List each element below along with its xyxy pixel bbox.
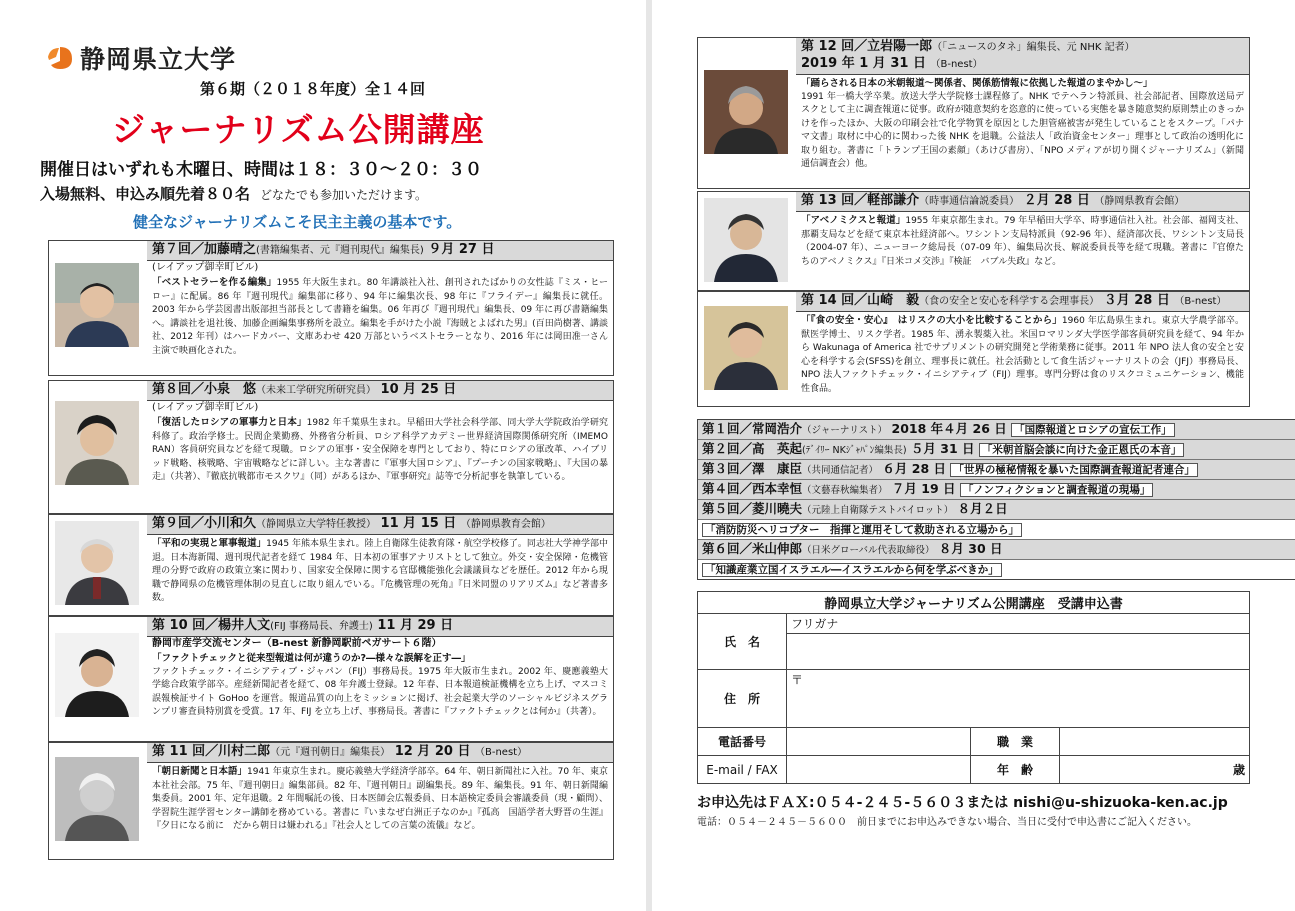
lecture-header xyxy=(147,743,613,763)
lecturer-photo xyxy=(702,72,790,152)
lecture-header xyxy=(147,617,613,637)
past-lecture-head: 第１回／常岡浩介 xyxy=(702,421,803,436)
lecture-info xyxy=(796,292,1249,396)
past-lecture-org: （日米グローバル代表取締役） xyxy=(802,545,935,556)
past-lecture-topic-row xyxy=(698,560,1295,579)
lecture-date: 10 月 25 日 xyxy=(380,382,457,397)
past-lecture-topic-row xyxy=(698,520,1295,540)
past-lecture-date: ６月 28 日 xyxy=(882,461,946,476)
lecturer-org: （元『週刊朝日』編集長） xyxy=(270,747,391,758)
lecturer-photo xyxy=(53,523,141,603)
address-label: 住 所 xyxy=(698,670,787,728)
phone-field[interactable] xyxy=(787,728,971,756)
lecturer-photo xyxy=(53,635,141,715)
lecture-card xyxy=(48,380,614,514)
past-lecture-org: (ﾃﾞｲﾘｰ NKｼﾞｬﾊﾟﾝ編集長) xyxy=(802,445,907,456)
lecture-info xyxy=(147,743,613,834)
lecturer-org: （食の安全と安心を科学する会理事長） xyxy=(919,296,1100,307)
past-lecture-row xyxy=(698,480,1295,500)
lecture-theme: 「ファクトチェックと従来型報道は何が違うのか?―様々な誤解を正す―」 xyxy=(152,653,471,664)
name-field[interactable] xyxy=(787,634,1250,670)
past-lecture-row xyxy=(698,440,1295,460)
past-lecture-org: （ジャーナリスト） xyxy=(802,425,888,436)
lecturer-org: （静岡県立大学特任教授） xyxy=(256,519,377,530)
logo-mark-icon xyxy=(46,45,74,71)
past-lecture-date: ５月 31 日 xyxy=(910,441,975,456)
lecture-date: 2019 年 1 月 31 日 xyxy=(801,56,926,71)
lecture-venue: （静岡県教育会館） xyxy=(460,519,551,530)
lecture-header xyxy=(796,192,1249,212)
past-lecture-org: （共同通信記者） xyxy=(802,465,879,476)
lecture-card xyxy=(697,37,1250,189)
past-lecture-topic: 「米朝首脳会談に向けた金正恩氏の本音」 xyxy=(979,443,1185,457)
past-lecture-topic: 「消防防災ヘリコプター 指揮と運用そして救助される立場から」 xyxy=(702,523,1022,537)
lecture-number: 第９回／小川和久 xyxy=(152,516,257,531)
phone-note: 電話：０５４－２４５－５６００ 前日までにお申込みできない場合、当日に受付で申込書にご記入ください。 xyxy=(697,817,1197,828)
lecture-info xyxy=(147,241,613,358)
past-lecture-row xyxy=(698,500,1295,520)
lecture-date: 11 月 15 日 xyxy=(380,516,457,531)
right-page xyxy=(652,0,1295,911)
lecture-number: 第 12 回／立岩陽一郎 xyxy=(801,39,933,54)
past-lecture-head: 第４回／西本幸恒 xyxy=(702,481,803,496)
past-lecture-org: （元陸上自衛隊テストパイロット） xyxy=(802,505,954,516)
lecturer-bio-text: ファクトチェック・イニシアティブ・ジャパン（FIJ）事務局長。1975 年大阪市生まれ。2002 年、慶應義塾大学総合政策学部卒。産経新聞記者を経て、08 年弁護士登録。12 年春、日本報道検証機構を立ち上げ、マスコミ誤報検証サイト GoHoo を運営。報道品質の向上をミッションに掲げ、社会起業大学のソーシャルビジネスグランプリ審査員特別賞を受賞。17 年、FIJ を立ち上げ、事務局長。著書に『ファクトチェックとは何か』（共著）。 xyxy=(152,666,608,717)
lecture-header xyxy=(796,292,1249,312)
lecturer-bio-text: 1941 年東京生まれ。慶応義塾大学経済学部卒。64 年、朝日新聞社に入社。70 年、東京本社社会部。75 年、『週刊朝日』編集部員。82 年、『週刊朝日』副編集長。89 年、編集長。91 年、朝日新聞編集委員。2001 年、定年退職。2 年間嘱託の後、日本医師会広報委員、日本語検定委員会審議委員（現・顧問）、学習院生涯学習センター講師を務めている。著書に『いまなぜ白洲正子なのか』『孤高 国語学者大野晋の生涯』『夕日になる前に だから朝日は嫌われる』『社会人としての言葉の流儀』など。 xyxy=(152,767,608,831)
lecture-header xyxy=(147,381,613,401)
lecture-venue: （B-nest） xyxy=(930,59,983,70)
lecture-card xyxy=(48,240,614,376)
past-lecture-date: 2018 年４月 26 日 xyxy=(891,421,1007,436)
contact-line: お申込先はＦＡＸ:０５４-２４５-５６０３または nishi@u-shizuoka-ken.ac.jp xyxy=(697,795,1228,811)
lecturer-bio-text: 1955 年大阪生まれ。80 年講談社入社、創刊されたばかりの女性誌『ミス・ヒーロー』に配属。86 年『週刊現代』編集部に移り、94 年に編集次長、98 年に『フライデー』編集長に就任。2003 年から学芸図書出版部担当部長として書籍を編集。06 年再び『週刊現代』編集長、09 年に再び書籍編集へ。講談社を退社後、加藤企画編集事務所を設立。編集を手がけた小説『海賊とよばれた男』(百田尚樹著、講談社、2012 年刊）はハードカバー、文庫あわせ 420 万部というベストセラーとなり、2016 年には岡田准一さん主演で映画化された。 xyxy=(152,278,608,356)
lecturer-photo xyxy=(53,403,141,483)
lecture-card xyxy=(48,616,614,742)
past-lecture-date: ８月 30 日 xyxy=(938,541,1003,556)
lecture-bio xyxy=(147,650,613,720)
lecture-date: ２月 28 日 xyxy=(1023,193,1090,208)
lecture-header xyxy=(147,515,613,535)
past-lecture-row xyxy=(698,420,1295,440)
lecturer-bio-text: 1982 年千葉県生まれ。早稲田大学社会科学部、同大学大学院政治学研究科修了。政治学修士。民間企業勤務、外務省分析員、ロシア科学アカデミー世界経済国際関係研究所（IMEMO RAN）客員研究員などを経て現職。ロシアの軍事・安全保障を専門としており、特にロシアの軍改革、ハイブリッド戦略、核戦略、宇宙戦略などに詳しい。主な著書に『軍事大国ロシア』、『プーチンの国家戦略』、『大国の暴走』（共著）、『徹底抗戦都市モスクワ』（同）があるほか、『軍事研究』誌等で分析記事を執筆している。 xyxy=(152,418,608,482)
lecturer-org: （時事通信論説委員） xyxy=(919,196,1020,207)
lecture-date: ３月 28 日 xyxy=(1103,293,1170,308)
past-lecture-date: ７月 19 日 xyxy=(891,481,956,496)
lecture-info xyxy=(147,515,613,606)
lecture-bio xyxy=(147,274,613,358)
lecture-bio xyxy=(147,535,613,606)
schedule-text: 開催日はいずれも木曜日、時間は１８：３０～２０：３０ xyxy=(40,160,482,180)
form-title: 静岡県立大学ジャーナリズム公開講座 受講申込書 xyxy=(698,592,1250,614)
lecture-bio xyxy=(796,312,1249,396)
past-lecture-topic: 「知識産業立国イスラエル―イスラエルから何を学ぶべきか」 xyxy=(702,563,1002,577)
lecturer-org: (FIJ 事務局長、弁護士) xyxy=(270,621,373,632)
lecture-theme: 「復活したロシアの軍事力と日本」 xyxy=(152,417,307,428)
past-lecture-date: ８月２日 xyxy=(957,501,1008,516)
past-lecture-org: （文藝春秋編集者） xyxy=(802,485,888,496)
motto-text: 健全なジャーナリズムこそ民主主義の基本です。 xyxy=(133,213,462,231)
lecture-bio xyxy=(147,414,613,485)
past-lecture-head: 第６回／米山伸郎 xyxy=(702,541,803,556)
age-label: 年 齢 xyxy=(971,756,1060,784)
lecturer-org: (書籍編集者、元『週刊現代』編集長) xyxy=(256,245,424,256)
lecture-date: 11 月 29 日 xyxy=(377,618,454,633)
lecture-card xyxy=(48,514,614,616)
past-lecture-head: 第２回／高 英起 xyxy=(702,441,803,456)
age-unit: 歳 xyxy=(1232,763,1245,777)
lecturer-bio-text: 1945 年熊本県生まれ。陸上自衛隊生徒教育隊・航空学校修了。同志社大学神学部中退。日本海新聞、週刊現代記者を経て 1984 年、日本初の軍事アナリストとして独立。外交・安全保障・危機管理の分野で政府の政策立案に関わり、国家安全保障に関する官邸機能強化会議議員などを歴任。2012 年から現職で静岡県の危機管理体制の見直しに取り組んでいる。『危機管理の死角』『日米同盟のリアリズム』など著書多数。 xyxy=(152,539,608,603)
lecturer-photo xyxy=(53,759,141,839)
lecture-info xyxy=(147,381,613,485)
lecture-venue: (レイアップ御幸町ビル) xyxy=(152,402,259,413)
lecture-bio xyxy=(796,212,1249,269)
lecture-card xyxy=(48,742,614,860)
past-lecture-row xyxy=(698,460,1295,480)
lecture-number: 第８回／小泉 悠 xyxy=(152,382,257,397)
lecture-number: 第 14 回／山崎 毅 xyxy=(801,293,920,308)
lecture-header xyxy=(147,241,613,261)
past-lecture-topic: 「ノンフィクションと調査報道の現場」 xyxy=(960,483,1154,497)
past-lecture-topic: 「国際報道とロシアの宣伝工作」 xyxy=(1011,423,1175,437)
furigana-field[interactable] xyxy=(787,614,1250,634)
job-field[interactable] xyxy=(1060,728,1250,756)
past-lecture-row xyxy=(698,540,1295,560)
admission-main: 入場無料、申込み順先着８０名 xyxy=(40,185,251,203)
page-title: ジャーナリズム公開講座 xyxy=(112,110,485,149)
past-lecture-head: 第５回／菱川曉夫 xyxy=(702,501,803,516)
lecture-theme: 「朝日新聞と日本語」 xyxy=(152,766,248,777)
phone-label: 電話番号 xyxy=(698,728,787,756)
lecture-theme: 「ベストセラーを作る編集」 xyxy=(152,277,277,288)
lecture-card xyxy=(697,191,1250,291)
lecture-venue: (レイアップ御幸町ビル) xyxy=(152,262,259,273)
email-label: E-mail / FAX xyxy=(698,756,787,784)
lecture-info xyxy=(796,38,1249,172)
university-name: 静岡県立大学 xyxy=(80,45,237,74)
lecture-bio xyxy=(796,75,1249,172)
lecturer-org: （「ニュースのタネ」編集長、元 NHK 記者） xyxy=(932,42,1135,53)
lecture-theme: 「平和の実現と軍事報道」 xyxy=(152,538,267,549)
lecture-venue: （静岡県教育会館） xyxy=(1094,196,1185,207)
lecture-venue: （B-nest） xyxy=(474,747,528,758)
age-field[interactable] xyxy=(1060,756,1250,784)
address-field[interactable] xyxy=(787,670,1250,728)
lecturer-photo xyxy=(702,200,790,280)
lecture-theme: 「『食の安全・安心』 はリスクの大小を比較することから」 xyxy=(801,315,1062,326)
postal-mark: 〒 xyxy=(791,673,804,687)
lecture-bio xyxy=(147,763,613,834)
lecture-venue: （B-nest） xyxy=(1174,296,1227,307)
lecture-date: ９月 27 日 xyxy=(428,242,495,257)
lecturer-bio-text: 1960 年広島県生まれ。東京大学農学部卒。獣医学博士、リスク学者。1985 年、湧永製薬入社。米国ロマリンダ大学医学部客員研究員を経て、94 年から Wakunaga of America 社でサプリメントの研究開発と学術業務に従事。2011 年 NPO 法人食の安全と安心を科学する会(SFSS)を創立、理事長に就任。社会活動として食生活ジャーナリストの会（JFJ）事務局長、NPO 法人ファクトチェック・イニシアティブ（FIJ）理事。専門分野は食のリスクコミュニケーション、機能性食品。 xyxy=(801,316,1244,394)
lecture-header xyxy=(796,38,1249,75)
lecturer-bio-text: 1955 年東京都生まれ。79 年早稲田大学卒、時事通信社入社。社会部、福岡支社、那覇支局などを経て東京本社経済部へ。ワシントン支局特派員（92-96 年）、経済部次長、ワシントン支局長（2004-07 年）、ニューヨーク総局長（07-09 年）、編集局次長、解説委員長等を経て現職。著書に『官僚たちのアベノミクス』『日米コメ交渉』『検証 バブル失政』など。 xyxy=(801,216,1244,267)
lecture-info xyxy=(796,192,1249,269)
left-page xyxy=(0,0,646,911)
university-logo xyxy=(46,40,236,76)
admission-note: どなたでも参加いただけます。 xyxy=(260,188,428,202)
furigana-label: フリガナ xyxy=(791,617,839,631)
lecture-date: 12 月 20 日 xyxy=(394,744,471,759)
past-lecture-head: 第３回／澤 康臣 xyxy=(702,461,803,476)
name-label: 氏 名 xyxy=(698,614,787,670)
lecture-number: 第 10 回／楊井人文 xyxy=(152,618,271,633)
lecturer-org: （未来工学研究所研究員） xyxy=(256,385,377,396)
term-label: 第６期（２０１８年度）全１４回 xyxy=(200,80,426,98)
lecture-number: 第 13 回／軽部謙介 xyxy=(801,193,920,208)
lecture-number: 第 11 回／川村二郎 xyxy=(152,744,271,759)
admission-text xyxy=(40,183,427,204)
job-label: 職 業 xyxy=(971,728,1060,756)
lecture-number: 第７回／加藤晴之 xyxy=(152,242,257,257)
email-field[interactable] xyxy=(787,756,971,784)
lecture-info xyxy=(147,617,613,720)
lecturer-photo xyxy=(53,265,141,345)
lecture-theme: 「踊らされる日本の米朝報道～関係者、関係筋情報に依拠した報道のまやかし～」 xyxy=(801,78,1153,89)
past-lecture-topic: 「世界の極秘情報を暴いた国際調査報道記者連合」 xyxy=(950,463,1198,477)
past-lectures-list xyxy=(697,419,1295,580)
application-form xyxy=(697,591,1250,784)
lecture-venue: 静岡市産学交流センター（B-nest 新静岡駅前ペガサート６階） xyxy=(152,638,442,649)
lecture-card xyxy=(697,291,1250,407)
lecturer-photo xyxy=(702,308,790,388)
lecture-theme: 「アベノミクスと報道」 xyxy=(801,215,906,226)
lecturer-bio-text: 1991 年一橋大学卒業。放送大学大学院修士課程修了。NHK でテヘラン特派員、社会部記者、国際放送局デスクとして主に調査報道に従事。政府が随意契約を恣意的に使っている実態を暴き随意契約原則禁止のきっかけを作ったほか、大阪の印刷会社で化学物質を原因とした胆管癌被害が発生していることをスクープ。「パナマ文書」取材に中心的に関わった後 NHK を退職。公益法人「政治資金センター」理事として政治の透明化に取り組む。著書に「トランプ王国の素顔」（あけび書房）、「NPO メディアが切り開くジャーナリズム」（新聞通信調査会）他。 xyxy=(801,91,1244,169)
